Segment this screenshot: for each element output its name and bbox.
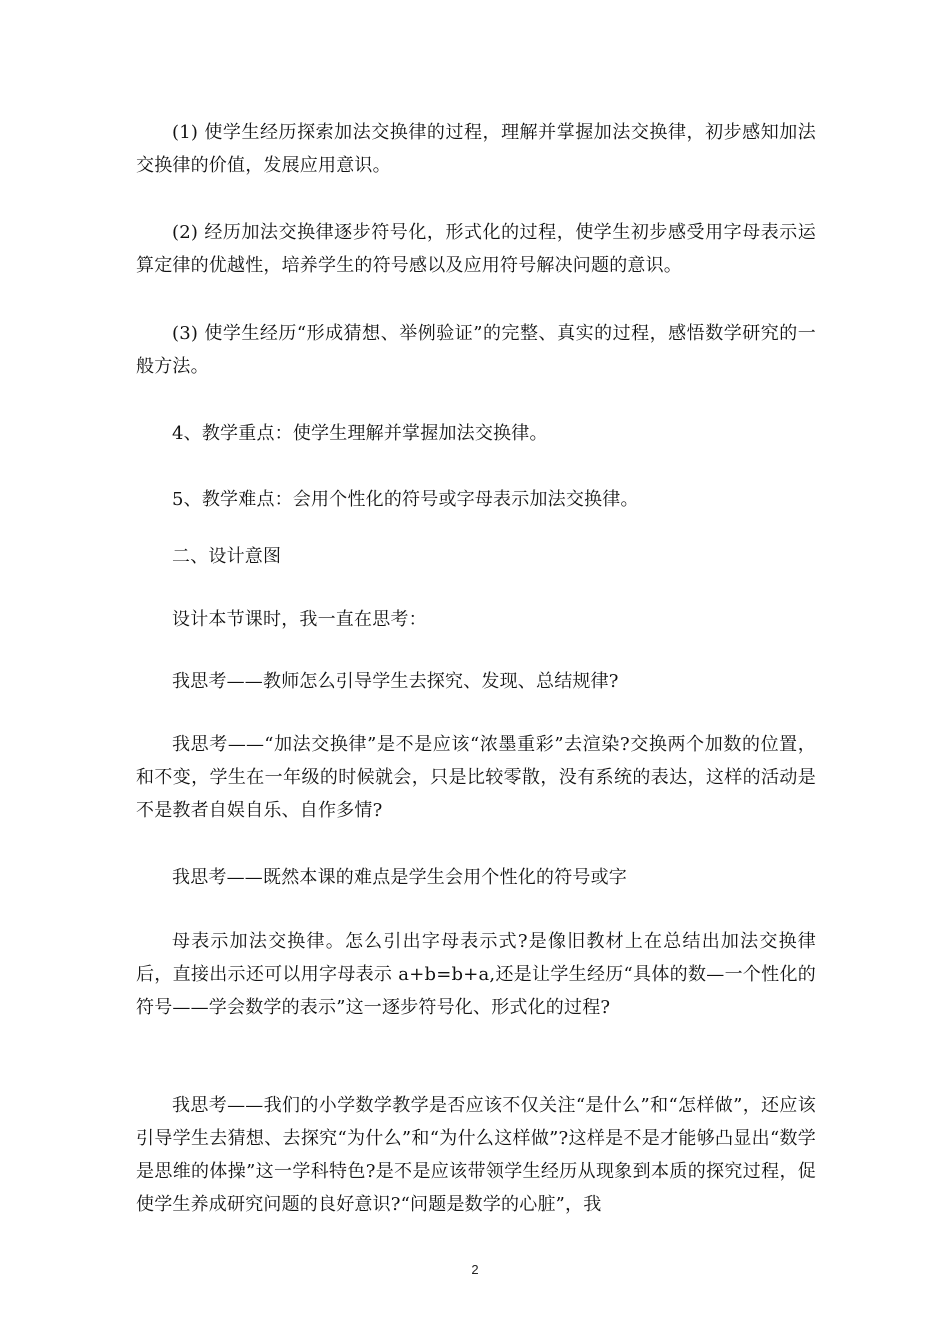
paragraph-thought-3-continued: 母表示加法交换律。怎么引出字母表示式?是像旧教材上在总结出加法交换律后，直接出示还可以用字母表示 a+b=b+a,还是让学生经历“具体的数—一个性化的符号——学会数学的表示”这一逐步符号化、形式化的过程? bbox=[136, 931, 816, 1018]
paragraph-key-point: 4、教学重点：使学生理解并掌握加法交换律。 bbox=[172, 423, 548, 444]
section-heading-design-intent: 二、设计意图 bbox=[172, 546, 282, 567]
paragraph-objective-3: (3) 使学生经历“形成猜想、举例验证”的完整、真实的过程，感悟数学研究的一般方法。 bbox=[136, 323, 816, 377]
paragraph-thought-1: 我思考——教师怎么引导学生去探究、发现、总结规律? bbox=[172, 671, 619, 692]
paragraph-difficulty: 5、教学难点：会用个性化的符号或字母表示加法交换律。 bbox=[172, 489, 639, 510]
paragraph-objective-1: (1) 使学生经历探索加法交换律的过程，理解并掌握加法交换律，初步感知加法交换律的价值，发展应用意识。 bbox=[136, 122, 816, 176]
paragraph-objective-2: (2) 经历加法交换律逐步符号化，形式化的过程，使学生初步感受用字母表示运算定律的优越性，培养学生的符号感以及应用符号解决问题的意识。 bbox=[136, 222, 816, 276]
paragraph-design-intro: 设计本节课时，我一直在思考： bbox=[172, 609, 427, 630]
paragraph-thought-4: 我思考——我们的小学数学教学是否应该不仅关注“是什么”和“怎样做”，还应该引导学生去猜想、去探究“为什么”和“为什么这样做”?这样是不是才能够凸显出“数学是思维的体操”这一学科特色?是不是应该带领学生经历从现象到本质的探究过程，促使学生养成研究问题的良好意识?“问题是数学的心脏”，我 bbox=[136, 1095, 816, 1215]
page-number: 2 bbox=[471, 1262, 479, 1277]
paragraph-thought-3: 我思考——既然本课的难点是学生会用个性化的符号或字 bbox=[172, 867, 627, 888]
paragraph-thought-2: 我思考——“加法交换律”是不是应该“浓墨重彩”去渲染?交换两个加数的位置，和不变，学生在一年级的时候就会，只是比较零散，没有系统的表达，这样的活动是不是教者自娱自乐、自作多情? bbox=[136, 734, 816, 821]
